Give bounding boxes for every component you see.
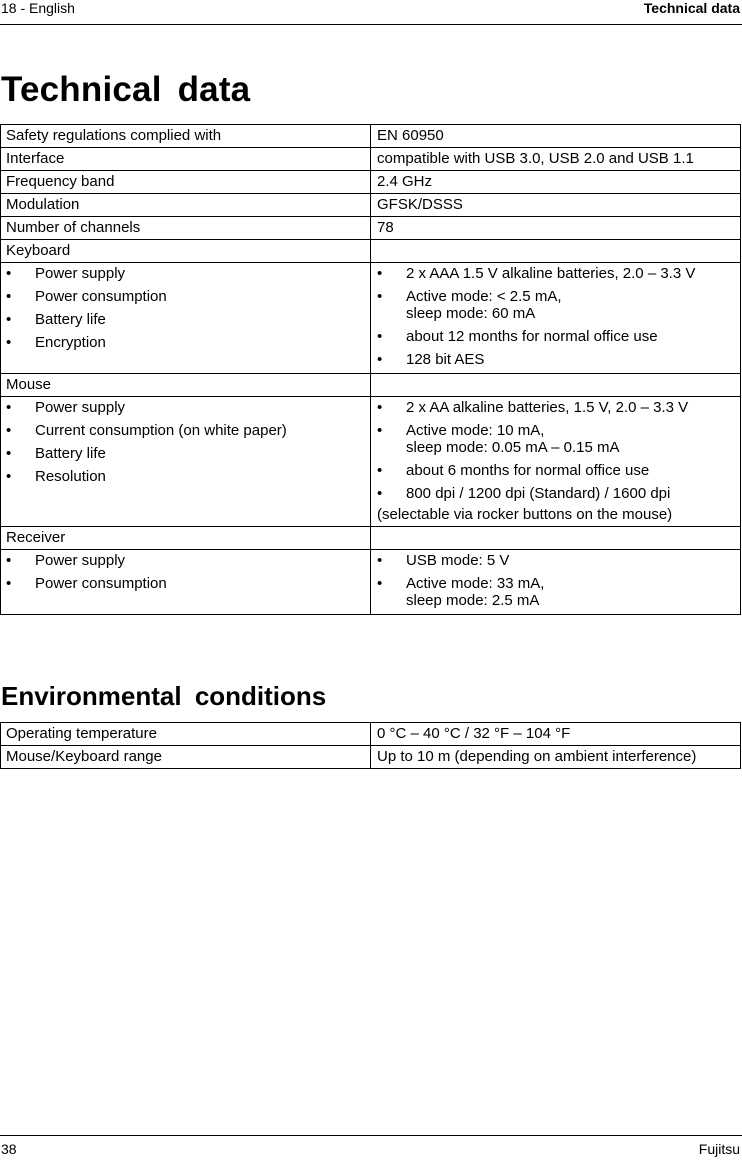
footer-brand: Fujitsu: [698, 1141, 740, 1157]
row-value: 78: [371, 217, 741, 240]
group-heading-mouse: Mouse: [1, 374, 371, 397]
group-heading-receiver: Receiver: [1, 527, 371, 550]
list-item: • Power supply: [6, 552, 366, 569]
list-item: • 2 x AA alkaline batteries, 1.5 V, 2.0 – 3.3 V: [377, 399, 738, 416]
empty-cell: [371, 527, 741, 550]
list-item: • Power supply: [6, 265, 366, 282]
list-item: • USB mode: 5 V: [377, 552, 738, 569]
receiver-labels-cell: [1, 550, 371, 615]
table-row: [1, 148, 741, 171]
table-row: [1, 217, 741, 240]
list-item: • Power consumption: [6, 575, 366, 592]
list-item: • Resolution: [6, 468, 366, 485]
list-item: • Active mode: < 2.5 mA, sleep mode: 60 mA: [377, 288, 738, 322]
receiver-value-list: [377, 552, 738, 609]
table-row: [1, 171, 741, 194]
list-item: • Active mode: 33 mA, sleep mode: 2.5 mA: [377, 575, 738, 609]
page-number: 38: [1, 1141, 17, 1157]
keyboard-labels-cell: [1, 263, 371, 374]
receiver-label-list: [6, 552, 366, 592]
keyboard-value-list: [377, 265, 738, 368]
mouse-label-list: [6, 399, 366, 485]
list-item: • Power supply: [6, 399, 366, 416]
list-item: • about 6 months for normal office use: [377, 462, 738, 479]
table-row: [1, 194, 741, 217]
list-item: • Encryption: [6, 334, 366, 351]
row-label: Operating temperature: [1, 723, 371, 746]
row-value: 0 °C – 40 °C / 32 °F – 104 °F: [371, 723, 741, 746]
list-item: • Active mode: 10 mA, sleep mode: 0.05 mA – 0.15 mA: [377, 422, 738, 456]
row-label: Frequency band: [1, 171, 371, 194]
mouse-labels-cell: [1, 397, 371, 527]
table-row: [1, 125, 741, 148]
mouse-value-list: [377, 399, 738, 502]
table-row: [1, 746, 741, 769]
section-title-technical-data: Technical data: [1, 70, 251, 109]
header-chapter-title: Technical data: [643, 0, 740, 16]
table-row-mouse-details: [1, 397, 741, 527]
row-value: Up to 10 m (depending on ambient interference): [371, 746, 741, 769]
table-row-keyboard-heading: [1, 240, 741, 263]
keyboard-values-cell: [371, 263, 741, 374]
page-footer: [0, 1135, 742, 1160]
list-item: • Power consumption: [6, 288, 366, 305]
list-item: • Current consumption (on white paper): [6, 422, 366, 439]
row-label: Modulation: [1, 194, 371, 217]
mouse-values-cell: [371, 397, 741, 527]
list-item: • 128 bit AES: [377, 351, 738, 368]
row-value: compatible with USB 3.0, USB 2.0 and USB 1.1: [371, 148, 741, 171]
row-value: 2.4 GHz: [371, 171, 741, 194]
keyboard-label-list: [6, 265, 366, 351]
row-label: Safety regulations complied with: [1, 125, 371, 148]
environmental-conditions-table: [0, 722, 741, 769]
row-label: Mouse/Keyboard range: [1, 746, 371, 769]
list-item: • Battery life: [6, 445, 366, 462]
empty-cell: [371, 240, 741, 263]
table-row: [1, 723, 741, 746]
table-row-receiver-details: [1, 550, 741, 615]
table-row-keyboard-details: [1, 263, 741, 374]
table-row-mouse-heading: [1, 374, 741, 397]
header-section-label: 18 - English: [1, 0, 75, 16]
page-header: [0, 0, 742, 25]
technical-data-table: [0, 124, 741, 615]
row-value: GFSK/DSSS: [371, 194, 741, 217]
section-title-environmental-conditions: Environmental conditions: [1, 681, 327, 711]
row-value: EN 60950: [371, 125, 741, 148]
empty-cell: [371, 374, 741, 397]
row-label: Number of channels: [1, 217, 371, 240]
resolution-note: (selectable via rocker buttons on the mouse): [377, 506, 673, 523]
receiver-values-cell: [371, 550, 741, 615]
table-row-receiver-heading: [1, 527, 741, 550]
list-item: • about 12 months for normal office use: [377, 328, 738, 345]
list-item: • Battery life: [6, 311, 366, 328]
group-heading-keyboard: Keyboard: [1, 240, 371, 263]
row-label: Interface: [1, 148, 371, 171]
list-item: • 2 x AAA 1.5 V alkaline batteries, 2.0 – 3.3 V: [377, 265, 738, 282]
list-item: • 800 dpi / 1200 dpi (Standard) / 1600 dpi: [377, 485, 738, 502]
